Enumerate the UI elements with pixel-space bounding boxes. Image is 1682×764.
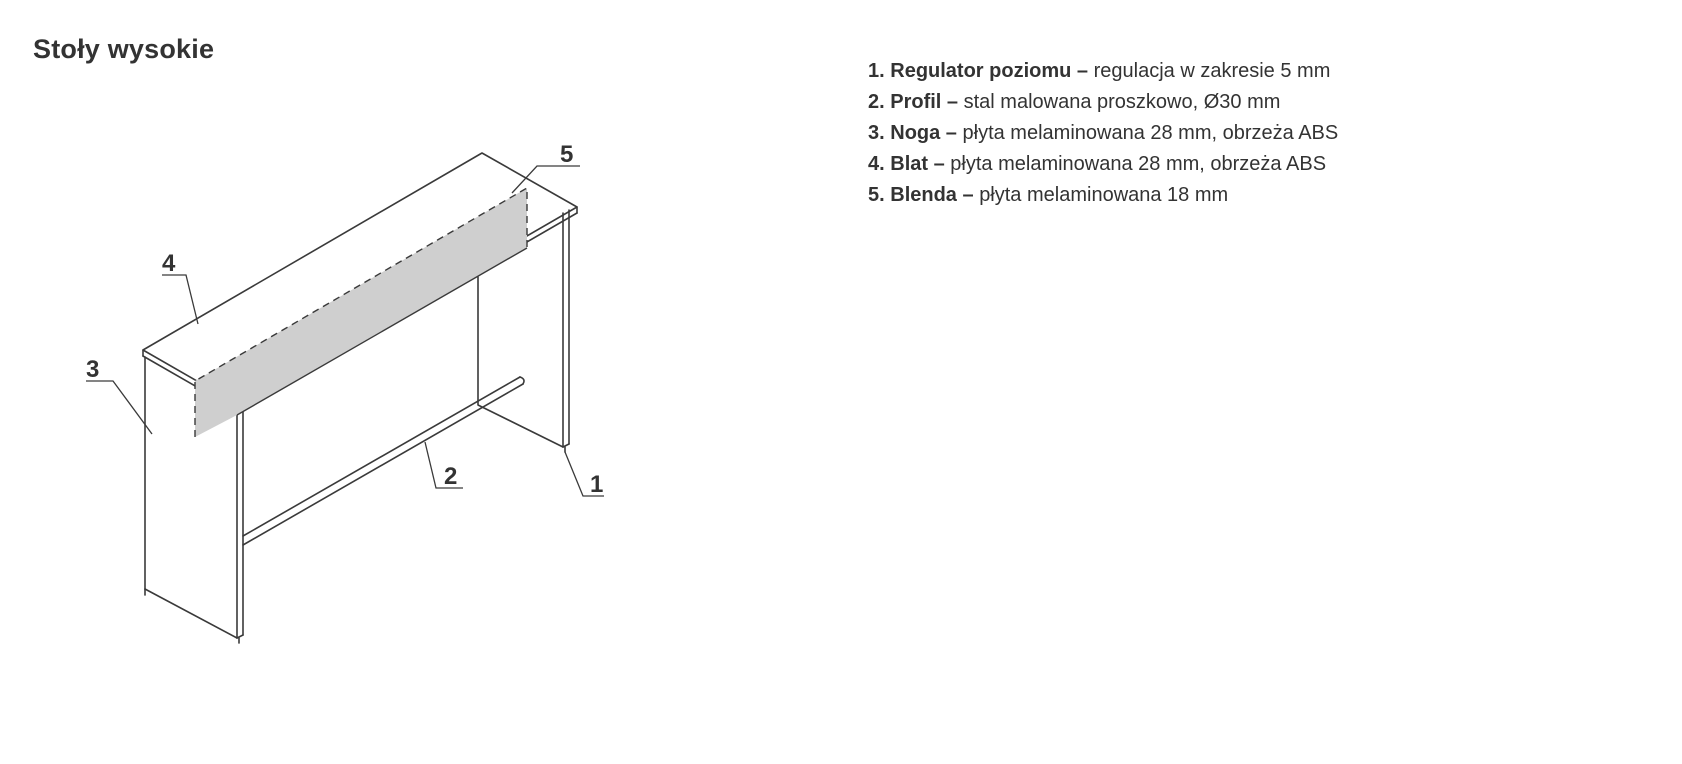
spec-description: płyta melaminowana 28 mm, obrzeża ABS [950, 153, 1327, 175]
spec-list [868, 56, 1338, 211]
callout-3-label: 3 [86, 356, 100, 383]
callout-4-label: 4 [162, 250, 176, 277]
spec-number: 2. [868, 91, 885, 113]
spec-description: płyta melaminowana 18 mm [979, 184, 1229, 206]
spec-term: Blat [890, 153, 929, 175]
callout-5-label: 5 [560, 141, 574, 168]
spec-item [868, 118, 1338, 149]
spec-term: Profil [890, 91, 942, 113]
spec-description: płyta melaminowana 28 mm, obrzeża ABS [962, 122, 1339, 144]
spec-item [868, 180, 1338, 211]
high-table-diagram [0, 0, 760, 700]
spec-item [868, 56, 1338, 87]
spec-term: Blenda [890, 184, 957, 206]
spec-number: 5. [868, 184, 885, 206]
spec-description: stal malowana proszkowo, Ø30 mm [963, 91, 1281, 113]
spec-description: regulacja w zakresie 5 mm [1093, 60, 1331, 82]
spec-number: 1. [868, 60, 885, 82]
spec-number: 4. [868, 153, 885, 175]
spec-separator: – [1071, 60, 1094, 82]
footrest-profile [243, 377, 524, 545]
spec-separator: – [956, 184, 980, 206]
spec-separator: – [928, 153, 951, 175]
spec-separator: – [940, 122, 963, 144]
spec-term: Noga [890, 122, 941, 144]
spec-term: Regulator poziomu [890, 60, 1072, 82]
callout-4-leader [162, 275, 198, 324]
spec-item [868, 149, 1338, 180]
callout-2-label: 2 [444, 463, 458, 490]
spec-separator: – [941, 91, 964, 113]
spec-item [868, 87, 1338, 118]
page-title: Stoły wysokie [33, 34, 215, 64]
callout-1-label: 1 [590, 471, 604, 498]
spec-number: 3. [868, 122, 885, 144]
callout-3-leader [86, 381, 152, 434]
tabletop [143, 153, 577, 410]
